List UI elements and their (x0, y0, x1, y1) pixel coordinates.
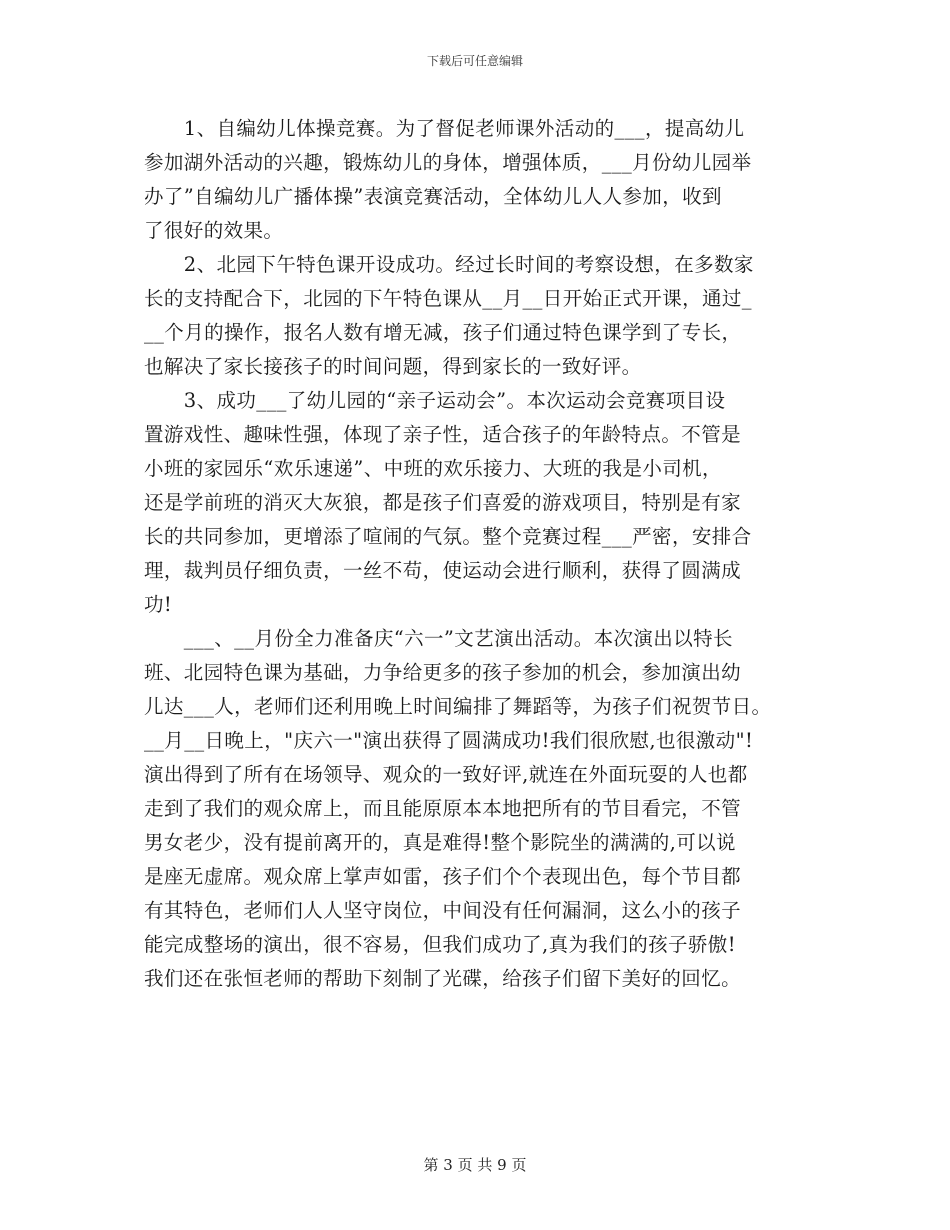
text-line: 是座无虚席。观众席上掌声如雷，孩子们个个表现出色，每个节目都 (144, 865, 742, 888)
text-line: 走到了我们的观众席上，而且能原原本本地把所有的节目看完，不管 (144, 797, 742, 820)
document-body (144, 112, 824, 996)
text-line: 有其特色，老师们人人坚守岗位，中间没有任何漏洞，这么小的孩子 (144, 899, 742, 922)
text-line: 小班的家园乐“欢乐速递”、中班的欢乐接力、大班的我是小司机， (144, 457, 722, 480)
paragraph-2 (144, 248, 824, 384)
text-line: 1、自编幼儿体操竞赛。为了督促老师课外活动的___，提高幼儿 (144, 117, 745, 140)
paragraph-4 (144, 622, 824, 996)
text-line: 3、成功___了幼儿园的“亲子运动会”。本次运动会竞赛项目设 (144, 389, 726, 412)
text-line: 我们还在张恒老师的帮助下刻制了光碟，给孩子们留下美好的回忆。 (144, 967, 742, 990)
text-line: ___、__月份全力准备庆“六一”文艺演出活动。本次演出以特长 (144, 627, 733, 650)
paragraph-1 (144, 112, 824, 248)
text-line: 理，裁判员仔细负责，一丝不苟，使运动会进行顺利，获得了圆满成 (144, 559, 742, 582)
text-line: 参加湖外活动的兴趣，锻炼幼儿的身体，增强体质，___月份幼儿园举 (144, 151, 752, 174)
text-line: 还是学前班的消灭大灰狼，都是孩子们喜爱的游戏项目，特别是有家 (144, 491, 742, 514)
text-line: 也解决了家长接孩子的时间问题，得到家长的一致好评。 (144, 355, 642, 378)
text-line: 男女老少，没有提前离开的，真是难得!整个影院坐的满满的,可以说 (144, 831, 736, 854)
page-header: 下载后可任意编辑 (426, 54, 523, 68)
text-line: __个月的操作，报名人数有增无减，孩子们通过特色课学到了专长， (144, 321, 742, 344)
text-line: __月__日晚上，"庆六一"演出获得了圆满成功!我们很欣慰,也很激动"! (144, 729, 754, 752)
text-line: 能完成整场的演出，很不容易，但我们成功了,真为我们的孩子骄傲! (144, 933, 736, 956)
text-line: 了很好的效果。 (144, 219, 284, 242)
text-line: 2、北园下午特色课开设成功。经过长时间的考察设想，在多数家 (144, 253, 754, 276)
text-line: 长的共同参加，更增添了喧闹的气氛。整个竞赛过程___严密，安排合 (144, 525, 752, 548)
text-line: 办了”自编幼儿广播体操”表演竞赛活动，全体幼儿人人参加，收到 (144, 185, 722, 208)
text-line: 班、北园特色课为基础，力争给更多的孩子参加的机会，参加演出幼 (144, 661, 742, 684)
paragraph-3 (144, 384, 824, 622)
text-line: 儿达___人，老师们还利用晚上时间编排了舞蹈等，为孩子们祝贺节日。 (144, 695, 772, 718)
text-line: 置游戏性、趣味性强，体现了亲子性，适合孩子的年龄特点。不管是 (144, 423, 742, 446)
text-line: 长的支持配合下，北园的下午特色课从__月__日开始正式开课，通过_ (144, 287, 752, 310)
text-line: 功! (144, 593, 173, 616)
page-number: 第 3 页 共 9 页 (423, 1156, 527, 1174)
text-line: 演出得到了所有在场领导、观众的一致好评,就连在外面玩耍的人也都 (144, 763, 748, 786)
